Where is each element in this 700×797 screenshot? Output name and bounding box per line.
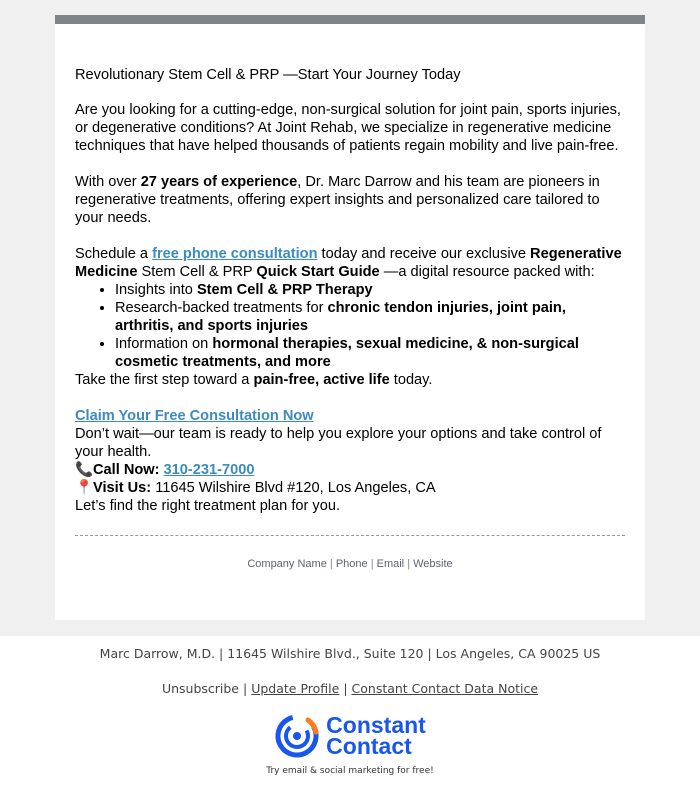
phone-number-link[interactable]: 310-231-7000 <box>163 462 255 478</box>
closing-line: Let’s find the right treatment plan for you. <box>75 498 341 514</box>
call-line <box>75 461 625 479</box>
footer-links <box>0 681 700 696</box>
constant-contact-logo[interactable] <box>0 714 700 758</box>
website-link[interactable]: Website <box>413 558 453 570</box>
separator: | <box>243 681 248 696</box>
email-body <box>55 24 645 573</box>
experience-years: 27 years of experience <box>140 174 298 190</box>
email-title: Revolutionary Stem Cell & PRP —Start Your Journey Today <box>75 67 461 83</box>
bullet-text: Information on <box>115 336 213 352</box>
schedule-text-mid2: Stem Cell & PRP <box>137 264 257 280</box>
update-profile-link[interactable]: Update Profile <box>251 681 340 696</box>
location-pin-icon: 📍 <box>75 480 94 496</box>
brand-line-1: Constant <box>326 712 426 738</box>
schedule-text: Schedule a <box>75 246 153 262</box>
quick-start-guide-text: Quick Start Guide <box>256 264 380 280</box>
bullet-bold-text: Stem Cell & PRP Therapy <box>196 282 373 298</box>
regenerative-medicine-text: Regenerative Medicine <box>75 246 622 280</box>
experience-text: With over <box>75 174 141 190</box>
claim-consultation-link[interactable]: Claim Your Free Consultation Now <box>75 408 314 424</box>
constant-contact-wordmark <box>326 712 426 759</box>
step-text-end: today. <box>389 372 433 388</box>
unsubscribe-link[interactable]: Unsubscribe <box>161 681 240 696</box>
constant-contact-logo-icon <box>274 714 320 758</box>
phone-icon: 📞 <box>75 462 94 478</box>
experience-text-rest: , Dr. Marc Darrow and his team are pioneers in regenerative treatments, offering expert insights and personalized care tailored to your needs. <box>75 174 600 226</box>
company-name-link[interactable]: Company Name <box>247 558 327 570</box>
first-step-paragraph <box>75 371 625 389</box>
data-notice-link[interactable]: Constant Contact Data Notice <box>351 681 539 696</box>
sender-address: Marc Darrow, M.D. | 11645 Wilshire Blvd., Suite 120 | Los Angeles, CA 90025 US <box>99 646 601 661</box>
free-phone-consultation-link[interactable]: free phone consultation <box>152 246 318 262</box>
intro-paragraph: Are you looking for a cutting-edge, non-surgical solution for joint pain, sports injuries, or degenerative conditions? At Joint Rehab, we specialize in regenerative medicine techniques that have helped thousands of patients regain mobility and live pain-free. <box>75 102 621 154</box>
separator: | <box>329 558 333 570</box>
list-item <box>115 335 625 371</box>
bullet-text: Insights into <box>115 282 197 298</box>
brand-tagline: Try email & social marketing for free! <box>266 766 434 776</box>
separator: | <box>370 558 374 570</box>
visit-line <box>75 479 625 497</box>
visit-address: 11645 Wilshire Blvd #120, Los Angeles, CA <box>151 480 436 496</box>
experience-paragraph <box>75 173 625 227</box>
schedule-text-mid: today and receive our exclusive <box>317 246 531 262</box>
schedule-text-end: —a digital resource packed with: <box>379 264 595 280</box>
visit-label: Visit Us: <box>93 480 152 496</box>
email-link[interactable]: Email <box>376 558 405 570</box>
email-footer <box>0 636 700 797</box>
list-item <box>115 281 625 299</box>
dont-wait-paragraph: Don’t wait—our team is ready to help you explore your options and take control of your health. <box>75 426 602 460</box>
phone-link[interactable]: Phone <box>335 558 368 570</box>
dashed-divider <box>75 535 625 536</box>
bullet-bold-text: chronic tendon injuries, joint pain, arthritis, and sports injuries <box>115 300 566 334</box>
call-label: Call Now: <box>93 462 160 478</box>
card-footer-links <box>75 555 625 573</box>
bullet-bold-text: hormonal therapies, sexual medicine, & non-surgical cosmetic treatments, and more <box>115 336 579 370</box>
schedule-paragraph <box>75 245 625 281</box>
cta-paragraph <box>75 407 625 425</box>
pain-free-text: pain-free, active life <box>253 372 390 388</box>
brand-line-2: Contact <box>326 733 412 759</box>
card-header-bar <box>55 15 645 24</box>
separator: | <box>343 681 348 696</box>
guide-bullet-list <box>75 281 625 371</box>
email-card <box>55 15 645 620</box>
step-text: Take the first step toward a <box>75 372 254 388</box>
separator: | <box>407 558 411 570</box>
list-item <box>115 299 625 335</box>
bullet-text: Research-backed treatments for <box>115 300 328 316</box>
